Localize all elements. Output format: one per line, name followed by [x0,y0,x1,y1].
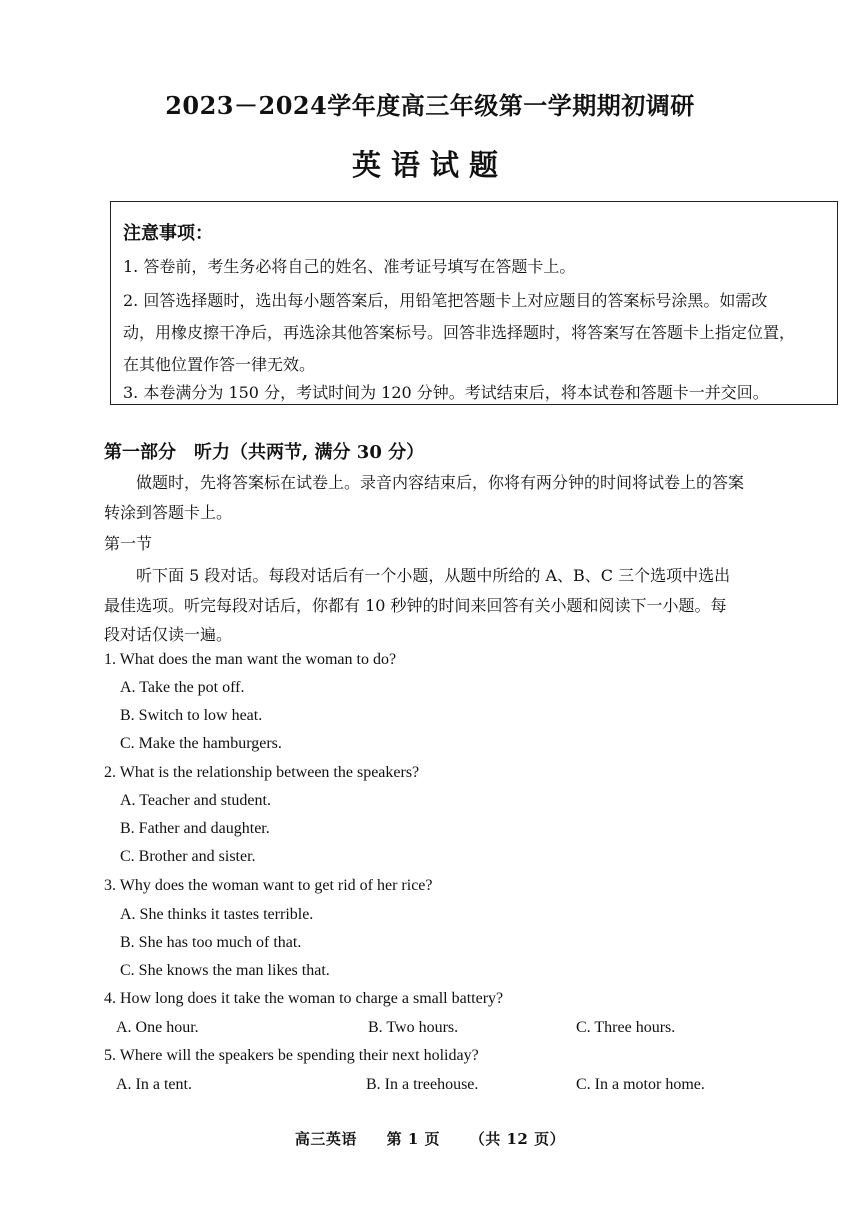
option-b: B. In a treehouse. [366,1076,479,1093]
exam-subject-title: 英语试题 [351,148,508,182]
option-b: B. Father and daughter. [120,820,270,837]
footer-total-pages: （共 12 页） [469,1130,566,1148]
question-stem: 2. What is the relationship between the speakers? [104,764,420,781]
option-b: B. Switch to low heat. [120,707,263,724]
question-stem: 5. Where will the speakers be spending their next holiday? [104,1047,479,1064]
question-stem: 4. How long does it take the woman to charge a small battery? [104,990,504,1007]
notice-line: 在其他位置作答一律无效。 [123,355,316,374]
part1-title: 第一部分 听力（共两节, 满分 30 分） [104,442,425,463]
page-footer [0,1128,860,1149]
question-stem: 1. What does the man want the woman to do? [104,651,397,668]
notice-line: 1. 答卷前，考生务必将自己的姓名、准考证号填写在答题卡上。 [123,257,576,276]
exam-title: 2023－2024学年度高三年级第一学期期初调研 [165,91,695,120]
option-c: C. In a motor home. [576,1076,705,1093]
section1-label: 第一节 [104,534,153,553]
option-b: B. Two hours. [368,1019,459,1036]
option-a: A. Teacher and student. [120,792,271,809]
notice-line: 动，用橡皮擦干净后，再选涂其他答案标号。回答非选择题时，将答案写在答题卡上指定位置， [123,323,796,342]
section1-instruction-line: 听下面 5 段对话。每段对话后有一个小题，从题中所给的 A、B、C 三个选项中选出 [136,566,731,585]
option-a: A. One hour. [116,1019,199,1036]
notice-line: 3. 本卷满分为 150 分，考试时间为 120 分钟。考试结束后，将本试卷和答题卡一并交回。 [123,383,769,402]
option-c: C. She knows the man likes that. [120,962,330,979]
part1-intro-line: 转涂到答题卡上。 [104,503,233,522]
footer-subject: 高三英语 [294,1130,357,1148]
option-c: C. Make the hamburgers. [120,735,282,752]
option-a: A. Take the pot off. [120,679,245,696]
question-stem: 3. Why does the woman want to get rid of her rice? [104,877,433,894]
part1-intro-line: 做题时，先将答案标在试卷上。录音内容结束后，你将有两分钟的时间将试卷上的答案 [136,473,745,492]
option-a: A. In a tent. [116,1076,192,1093]
option-a: A. She thinks it tastes terrible. [120,906,314,923]
option-c: C. Three hours. [576,1019,676,1036]
option-b: B. She has too much of that. [120,934,302,951]
notice-heading: 注意事项： [123,223,213,244]
section1-instruction-line: 最佳选项。听完每段对话后，你都有 10 秒钟的时间来回答有关小题和阅读下一小题。每 [104,596,727,615]
notice-box [110,201,838,405]
option-c: C. Brother and sister. [120,848,256,865]
notice-line: 2. 回答选择题时，选出每小题答案后，用铅笔把答题卡上对应题目的答案标号涂黑。如需改 [123,291,768,310]
section1-instruction-line: 段对话仅读一遍。 [104,625,233,644]
footer-page-number: 第 1 页 [386,1130,441,1148]
